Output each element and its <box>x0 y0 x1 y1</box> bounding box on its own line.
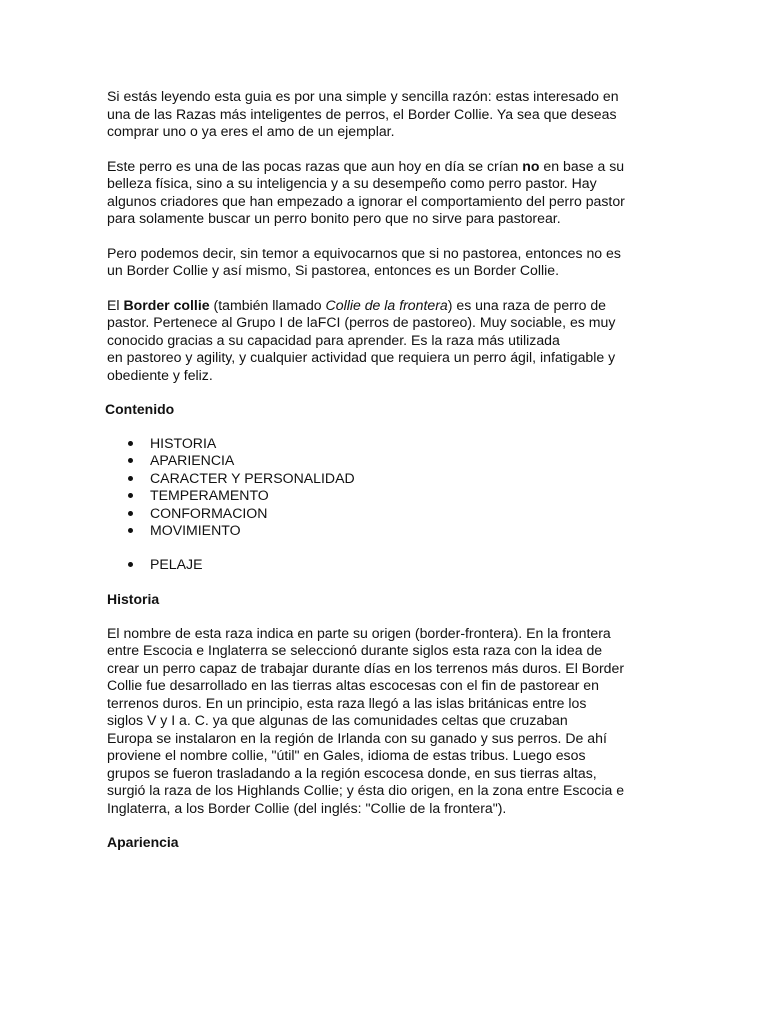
text-line: Europa se instalaron en la región de Irlanda con su ganado y sus perros. De ahí <box>107 729 607 746</box>
contents-item-label: TEMPERAMENTO <box>150 487 269 503</box>
text-line: grupos se fueron trasladando a la región escocesa donde, en sus tierras altas, <box>107 764 597 781</box>
document-page <box>107 88 667 868</box>
contents-heading: Contenido <box>105 401 175 417</box>
contents-item-label: PELAJE <box>150 555 203 572</box>
historia-heading: Historia <box>107 591 160 607</box>
contents-item-movimiento[interactable] <box>107 522 667 540</box>
text-run: ) es una raza de perro de <box>447 296 607 313</box>
contents-item-label: CONFORMACION <box>150 504 268 521</box>
text-line: siglos V y I a. C. ya que algunas de las comunidades celtas que cruzaban <box>107 712 568 728</box>
bullet-icon <box>128 493 133 498</box>
contents-item-historia[interactable] <box>107 435 667 453</box>
intro-paragraph-2 <box>107 158 667 228</box>
italic-text: Collie de la frontera <box>325 296 448 313</box>
contents-item-apariencia[interactable] <box>107 452 667 470</box>
text-line: pastor. Pertenece al Grupo I de laFCI (perros de pastoreo). Muy sociable, es muy <box>107 314 616 330</box>
contents-item-label: MOVIMIENTO <box>150 522 241 538</box>
text-line: comprar uno o ya eres el amo de un ejemplar. <box>107 123 395 139</box>
bold-text: no <box>522 157 540 174</box>
contents-item-label: HISTORIA <box>150 434 217 451</box>
text-line: surgió la raza de los Highlands Collie; y ésta dio origen, en la zona entre Escocia e <box>107 782 625 798</box>
text-line: para solamente buscar un perro bonito pero que no sirve para pastorear. <box>107 210 561 226</box>
text-line: terrenos duros. En un principio, esta raza llegó a las islas británicas entre los <box>107 694 587 711</box>
contents-item-conformacion[interactable] <box>107 505 667 523</box>
text-run: en base a su <box>539 157 625 174</box>
text-line: Si estás leyendo esta guia es por una simple y sencilla razón: estas interesado en <box>107 88 619 104</box>
bullet-icon <box>128 476 133 481</box>
bullet-icon <box>128 458 133 463</box>
text-line: algunos criadores que han empezado a ignorar el comportamiento del perro pastor <box>107 192 625 209</box>
text-line: Collie fue desarrollado en las tierras altas escocesas con el fin de pastorear en <box>107 677 599 693</box>
bold-text: Border collie <box>123 296 210 313</box>
text-line <box>107 158 667 176</box>
contents-item-label: CARACTER Y PERSONALIDAD <box>150 469 355 486</box>
contents-item-label: APARIENCIA <box>150 452 235 468</box>
text-line: conocido gracias a su capacidad para aprender. Es la raza más utilizada <box>107 331 560 348</box>
contents-list-extra <box>107 556 667 574</box>
historia-paragraph <box>107 625 667 818</box>
bullet-icon <box>128 441 133 446</box>
text-line: proviene el nombre collie, "útil" en Gales, idioma de estas tribus. Luego esos <box>107 747 586 763</box>
text-line: en pastoreo y agility, y cualquier actividad que requiera un perro ágil, infatigable y <box>107 349 616 365</box>
text-line: una de las Razas más inteligentes de perros, el Border Collie. Ya sea que deseas <box>107 105 617 122</box>
contents-item-pelaje[interactable] <box>107 556 667 574</box>
text-line: obediente y feliz. <box>107 366 213 383</box>
text-line: un Border Collie y así mismo, Si pastorea, entonces es un Border Collie. <box>107 262 559 278</box>
contents-list <box>107 435 667 540</box>
bullet-icon <box>128 528 133 533</box>
text-line: Inglaterra, a los Border Collie (del inglés: "Collie de la frontera"). <box>107 799 507 816</box>
intro-paragraph-4 <box>107 297 667 385</box>
apariencia-heading: Apariencia <box>107 834 179 850</box>
bullet-icon <box>128 562 133 567</box>
text-run: El <box>107 296 124 313</box>
text-line <box>107 297 667 315</box>
text-line: Pero podemos decir, sin temor a equivocarnos que si no pastorea, entonces no es <box>107 244 621 261</box>
contents-item-temperamento[interactable] <box>107 487 667 505</box>
intro-paragraph-1 <box>107 88 667 141</box>
text-line: entre Escocia e Inglaterra se seleccionó durante siglos esta raza con la idea de <box>107 642 603 658</box>
contents-item-caracter[interactable] <box>107 470 667 488</box>
text-run: Este perro es una de las pocas razas que aun hoy en día se crían <box>107 157 523 174</box>
bullet-icon <box>128 511 133 516</box>
text-line: crear un perro capaz de trabajar durante días en los terrenos más duros. El Border <box>107 659 625 676</box>
text-line: belleza física, sino a su inteligencia y a su desempeño como perro pastor. Hay <box>107 175 597 191</box>
text-run: (también llamado <box>209 296 326 313</box>
text-line: El nombre de esta raza indica en parte su origen (border-frontera). En la frontera <box>107 624 611 641</box>
intro-paragraph-3 <box>107 245 667 280</box>
